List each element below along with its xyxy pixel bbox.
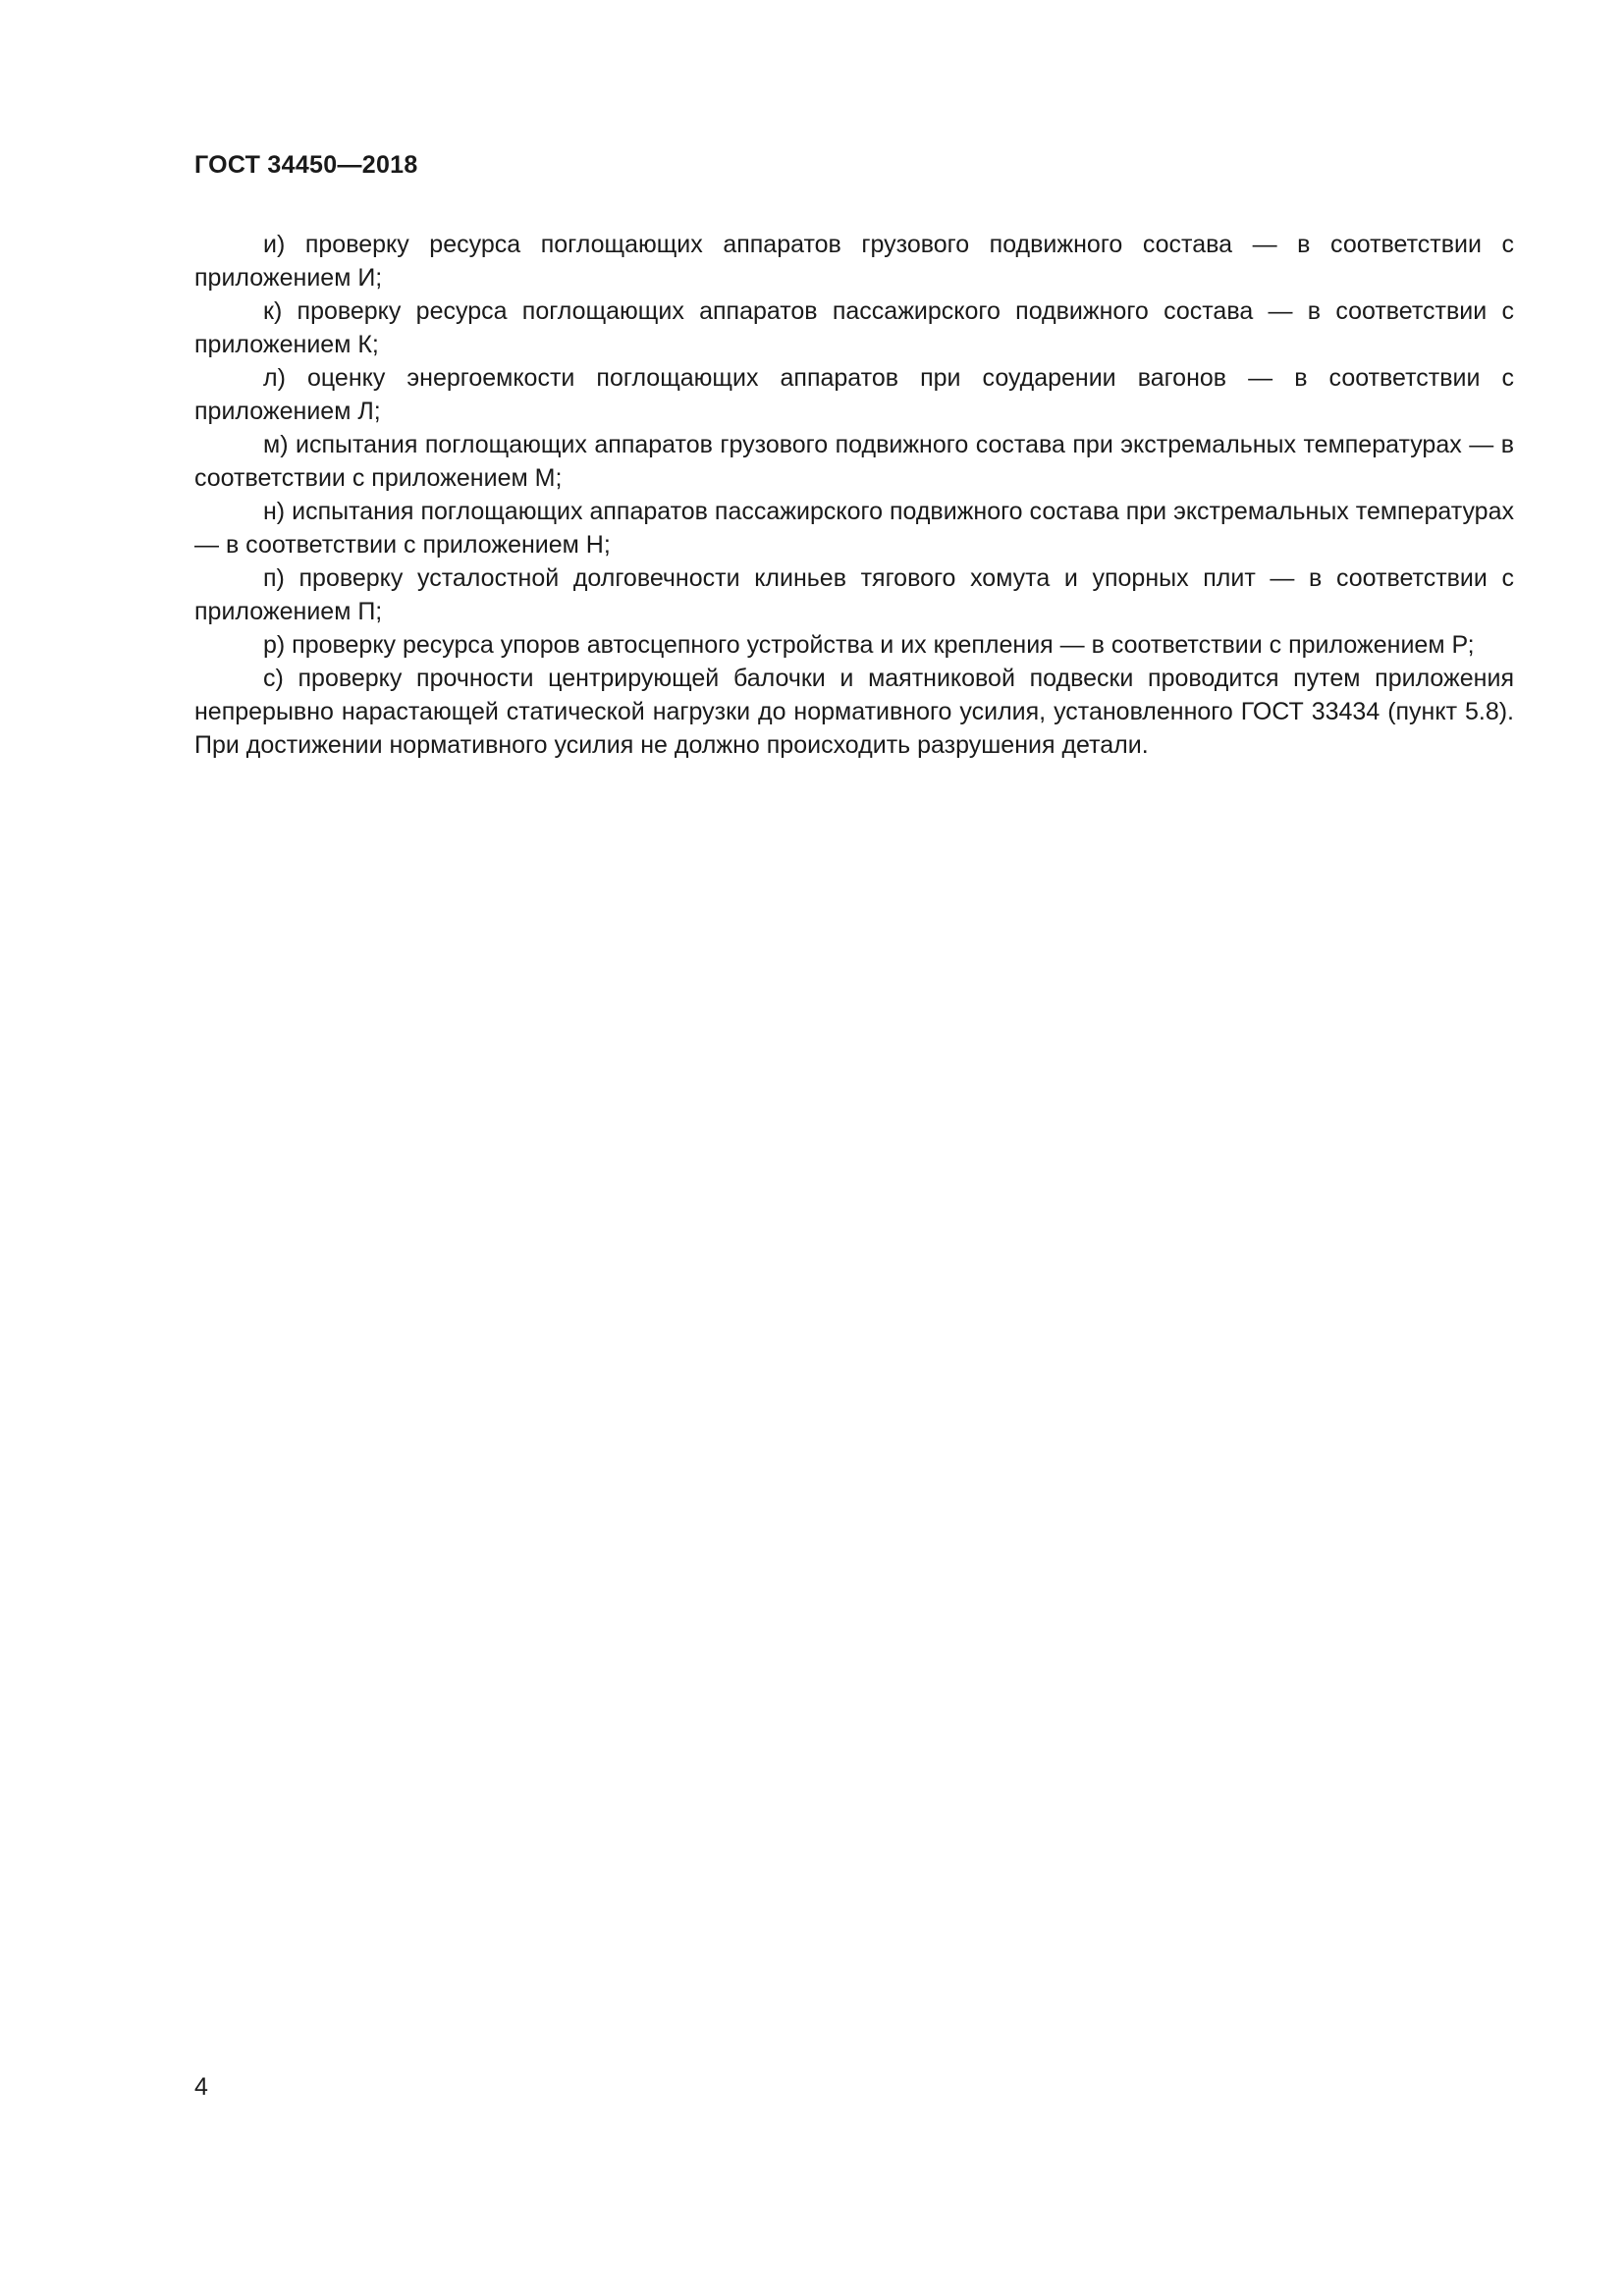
list-item-l: л) оценку энергоемкости поглощающих аппаратов при соударении вагонов — в соответствии с приложением Л;: [194, 364, 1514, 425]
list-item-n: н) испытания поглощающих аппаратов пассажирского подвижного состава при экстремальных температурах — в соответствии с приложением Н;: [194, 498, 1514, 559]
list-item-k: к) проверку ресурса поглощающих аппаратов пассажирского подвижного состава — в соответствии с приложением К;: [194, 297, 1514, 358]
body-text: [194, 228, 1514, 762]
list-item-m: м) испытания поглощающих аппаратов грузового подвижного состава при экстремальных температурах — в соответствии с приложением М;: [194, 431, 1514, 492]
list-item-s: с) проверку прочности центрирующей балочки и маятниковой подвески проводится путем приложения непрерывно нарастающей статической нагрузки до нормативного усилия, установленного ГОСТ 33434 (пункт 5.8). При достижении нормативного усилия не должно происходить разрушения детали.: [194, 665, 1514, 759]
list-item-p: п) проверку усталостной долговечности клиньев тягового хомута и упорных плит — в соответствии с приложением П;: [194, 564, 1514, 625]
list-item-i: и) проверку ресурса поглощающих аппаратов грузового подвижного состава — в соответствии с приложением И;: [194, 231, 1514, 292]
list-item-r: р) проверку ресурса упоров автосцепного устройства и их крепления — в соответствии с приложением Р;: [263, 631, 1475, 659]
page-number: 4: [194, 2073, 208, 2101]
document-header: ГОСТ 34450—2018: [194, 151, 418, 179]
